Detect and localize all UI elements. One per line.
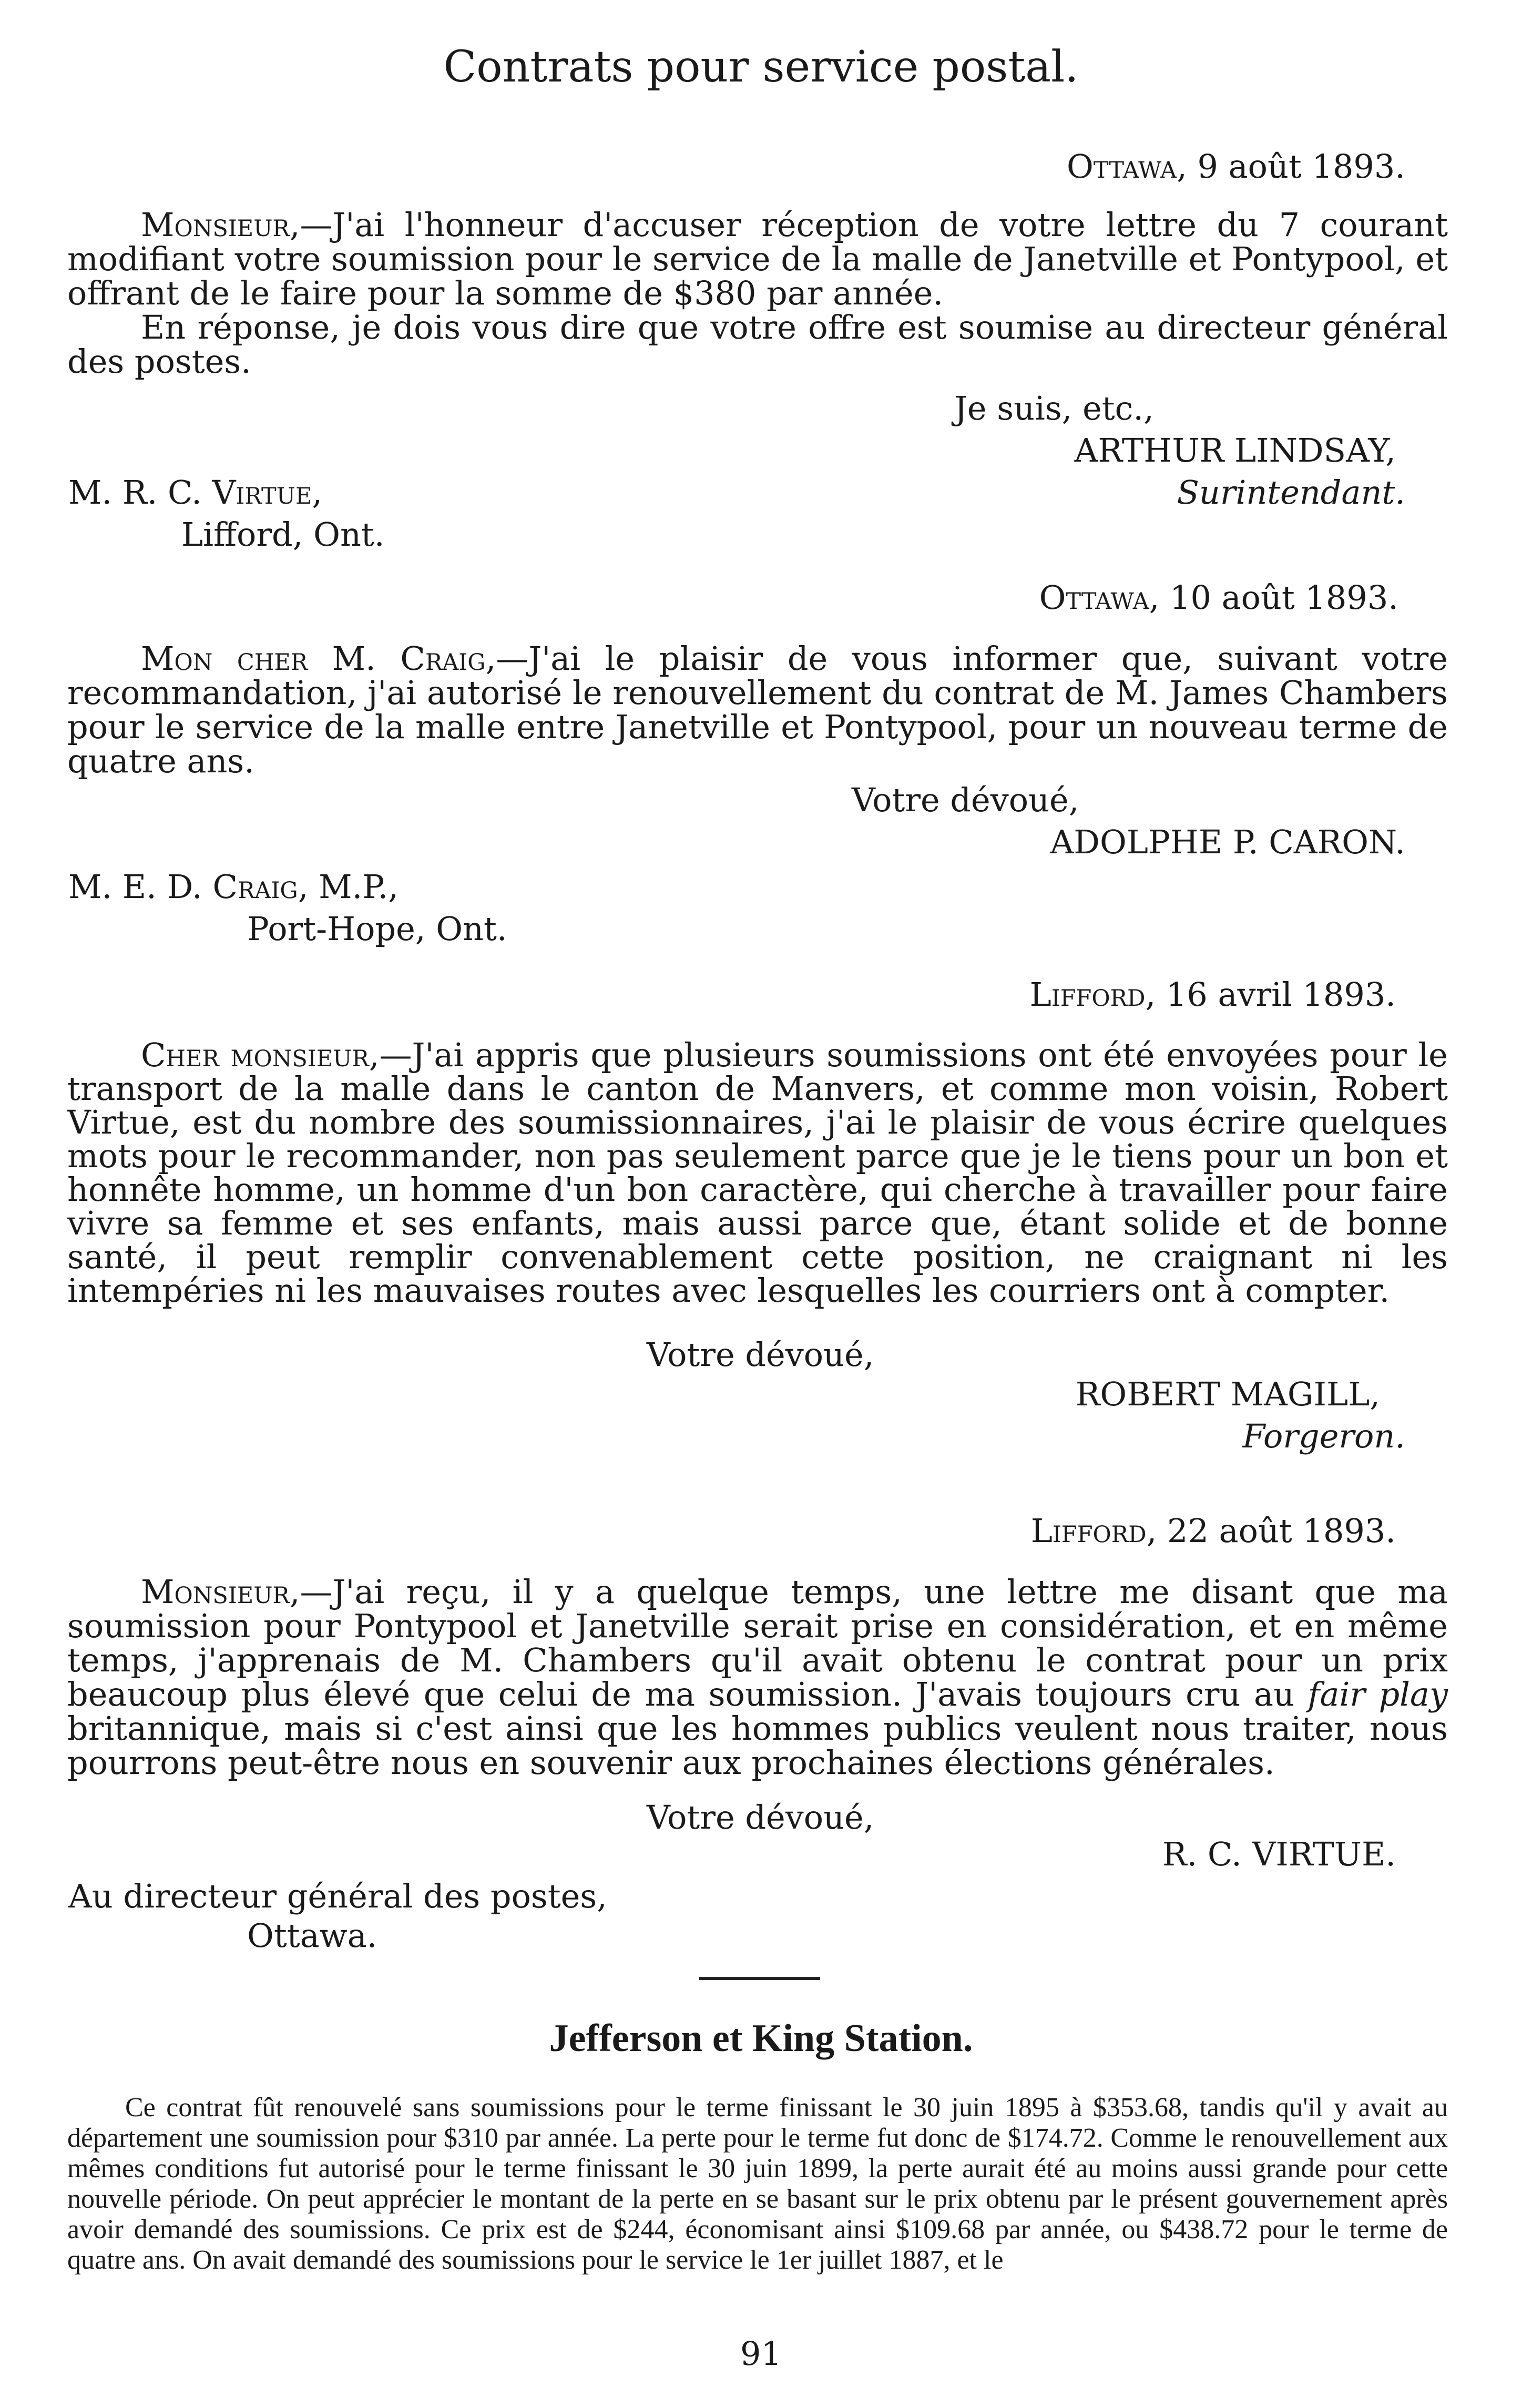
letter-1-date: 9 août 1893. [1187, 147, 1405, 186]
letter-3-place: Lifford, [1029, 975, 1156, 1014]
letter-1-addressee [68, 473, 323, 512]
letter-4-text-italic: fair play [1308, 1675, 1448, 1713]
letter-2-addressee-place: Port-Hope, Ont. [247, 910, 507, 948]
letter-1-text: —J'ai l'honneur d'accuser réception de votre lettre du 7 courant modifiant votre soumission pour le service de la malle de Janetville et Pontypool, et offrant de le faire pour la somme de $380 par année. [67, 206, 1448, 312]
letter-4-text-b: britannique, mais si c'est ainsi que les hommes publics veulent nous traiter, nous pourrons peut-être nous en souvenir aux prochaines élections générales. [67, 1709, 1448, 1782]
letter-2-text: —J'ai le plaisir de vous informer que, suivant votre recommandation, j'ai autorisé le renouvellement du contrat de M. James Chambers pour le service de la malle entre Janetville et Pontypool, pour un nouveau terme de quatre ans. [67, 639, 1448, 780]
letter-3-signature: ROBERT MAGILL, [1075, 1375, 1380, 1413]
letter-2-addressee-name: Craig, [212, 868, 309, 906]
letter-1-addressee-name: Virtue, [212, 473, 323, 512]
letter-3-closing: Votre dévoué, [647, 1335, 874, 1374]
section-text [67, 2093, 1448, 2276]
letter-1-dateline [1067, 147, 1405, 186]
letter-4-salutation: Monsieur, [141, 1573, 300, 1611]
letter-4-closing: Votre dévoué, [647, 1798, 874, 1836]
letter-1-addressee-name-prefix: M. R. C. [68, 473, 212, 512]
letter-3-dateline [1029, 975, 1396, 1014]
letter-4-signature: R. C. VIRTUE. [1162, 1835, 1396, 1873]
page-title: Contrats pour service postal. [443, 42, 1079, 92]
page-number: 91 [740, 2334, 782, 2373]
letter-3-salutation: Cher monsieur, [141, 1036, 380, 1074]
letter-3-date: 16 avril 1893. [1156, 975, 1396, 1014]
letter-2-signature: ADOLPHE P. CARON. [1050, 823, 1405, 861]
letter-2-place: Ottawa, [1039, 578, 1160, 617]
letter-2-addressee-name-prefix: M. E. D. [68, 868, 213, 906]
letter-2-closing: Votre dévoué, [852, 781, 1079, 819]
letter-4-addressee: Au directeur général des postes, [68, 1877, 607, 1915]
letter-1-closing: Je suis, etc., [954, 389, 1154, 427]
letter-2-body [67, 641, 1448, 778]
letter-2-addressee-suffix: M.P., [308, 868, 399, 906]
section-heading: Jefferson et King Station. [549, 2017, 973, 2060]
letter-3-body [67, 1038, 1448, 1308]
letter-1-signer-title: Surintendant. [1177, 473, 1405, 512]
letter-4-date: 22 août 1893. [1157, 1512, 1396, 1550]
letter-1-salutation: Monsieur, [141, 206, 300, 244]
section-divider [699, 1977, 820, 1980]
letter-3-text: —J'ai appris que plusieurs soumissions ont été envoyées pour le transport de la malle dans le canton de Manvers, et comme mon voisin, Robert Virtue, est du nombre des soumissionnaires, j'ai le plaisir de vous écrire quelques mots pour le recommander, non pas seulement parce que je le tiens pour un bon et honnête homme, un homme d'un bon caractère, qui cherche à travailler pour faire vivre sa femme et ses enfants, mais aussi parce que, étant solide et de bonne santé, il peut remplir convenablement cette position, ne craignant ni les intempéries ni les mauvaises routes avec lesquelles les courriers ont à compter. [67, 1036, 1448, 1310]
letter-4-dateline [1031, 1514, 1396, 1548]
letter-4-text-a: —J'ai reçu, il y a quelque temps, une lettre me disant que ma soumission pour Pontypool et Janetville serait prise en considération, et en même temps, j'apprenais de M. Chambers qu'il avait obtenu le contrat pour un prix beaucoup plus élevé que celui de ma soumission. J'avais toujours cru au [67, 1573, 1448, 1713]
letter-4-body [67, 1575, 1448, 1780]
letter-1-place: Ottawa, [1067, 147, 1187, 186]
letter-3-signer-title: Forgeron. [1242, 1417, 1405, 1455]
letter-4-place: Lifford, [1030, 1512, 1157, 1550]
letter-1-body [67, 208, 1448, 379]
section-paragraph: Ce contrat fût renouvelé sans soumissions pour le terme finissant le 30 juin 1895 à $353.68, tandis qu'il y avait au département une soumission pour $310 par année. La perte pour le terme fut donc de $174.72. Comme le renouvellement aux mêmes conditions fut autorisé pour le terme finissant le 30 juin 1899, la perte aurait été au moins aussi grande pour cette nouvelle période. On peut apprécier le montant de la perte en se basant sur le prix obtenu par le présent gouvernement après avoir demandé des soumissions. Ce prix est de $244, économisant ainsi $109.68 par année, ou $438.72 pour le terme de quatre ans. On avait demandé des soumissions pour le service le 1er juillet 1887, et le [67, 2093, 1448, 2275]
letter-2-dateline [1039, 578, 1398, 617]
letter-4-addressee-place: Ottawa. [247, 1916, 377, 1955]
letter-1-text-2: En réponse, je dois vous dire que votre offre est soumise au directeur général des postes. [67, 308, 1448, 381]
letter-1-signature: ARTHUR LINDSAY, [1074, 431, 1396, 470]
letter-1-addressee-place: Lifford, Ont. [181, 515, 385, 554]
letter-2-addressee [68, 870, 399, 904]
letter-2-date: 10 août 1893. [1159, 578, 1398, 617]
letter-2-salutation: Mon cher M. Craig, [141, 639, 496, 678]
